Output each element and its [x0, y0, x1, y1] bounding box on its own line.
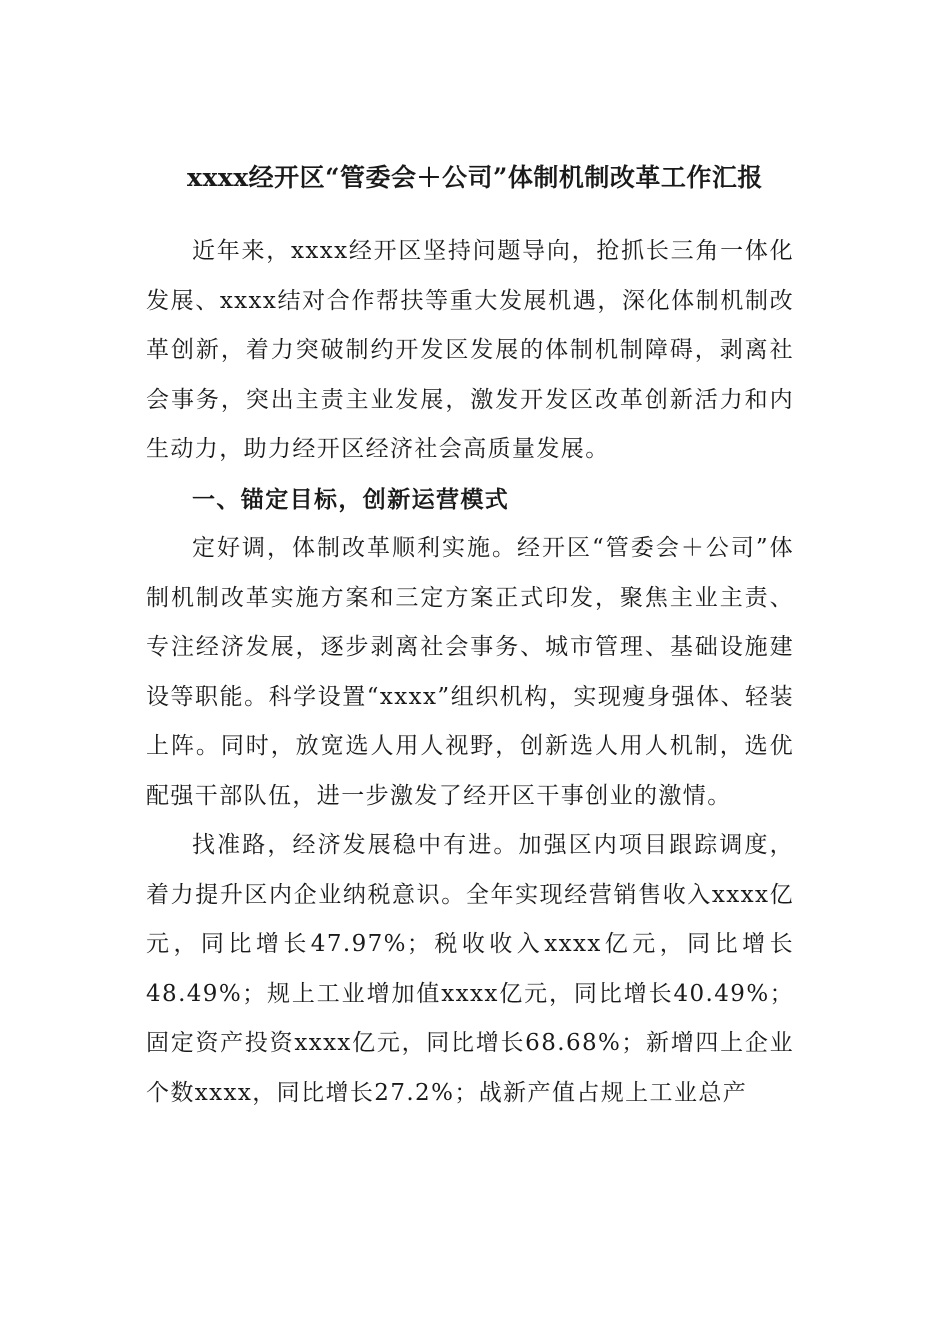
- document-body: [146, 227, 794, 1118]
- body-paragraph: 找准路，经济发展稳中有进。加强区内项目跟踪调度，着力提升区内企业纳税意识。全年实现经营销售收入xxxx亿元，同比增长47.97%；税收收入xxxx亿元，同比增长48.49%；规上工业增加值xxxx亿元，同比增长40.49%；固定资产投资xxxx亿元，同比增长68.68%；新增四上企业个数xxxx，同比增长27.2%；战新产值占规上工业总产: [146, 832, 794, 1106]
- body-paragraph: 定好调，体制改革顺利实施。经开区“管委会＋公司”体制机制改革实施方案和三定方案正式印发，聚焦主业主责、专注经济发展，逐步剥离社会事务、城市管理、基础设施建设等职能。科学设置“xxxx”组织机构，实现瘦身强体、轻装上阵。同时，放宽选人用人视野，创新选人用人机制，选优配强干部队伍，进一步激发了经开区干事创业的激情。: [146, 535, 794, 809]
- document-title: xxxx经开区“管委会＋公司”体制机制改革工作汇报: [187, 163, 763, 192]
- intro-paragraph: 近年来，xxxx经开区坚持问题导向，抢抓长三角一体化发展、xxxx结对合作帮扶等重大发展机遇，深化体制机制改革创新，着力突破制约开发区发展的体制机制障碍，剥离社会事务，突出主责主业发展，激发开发区改革创新活力和内生动力，助力经开区经济社会高质量发展。: [146, 238, 794, 462]
- section-heading: 一、锚定目标，创新运营模式: [192, 485, 510, 513]
